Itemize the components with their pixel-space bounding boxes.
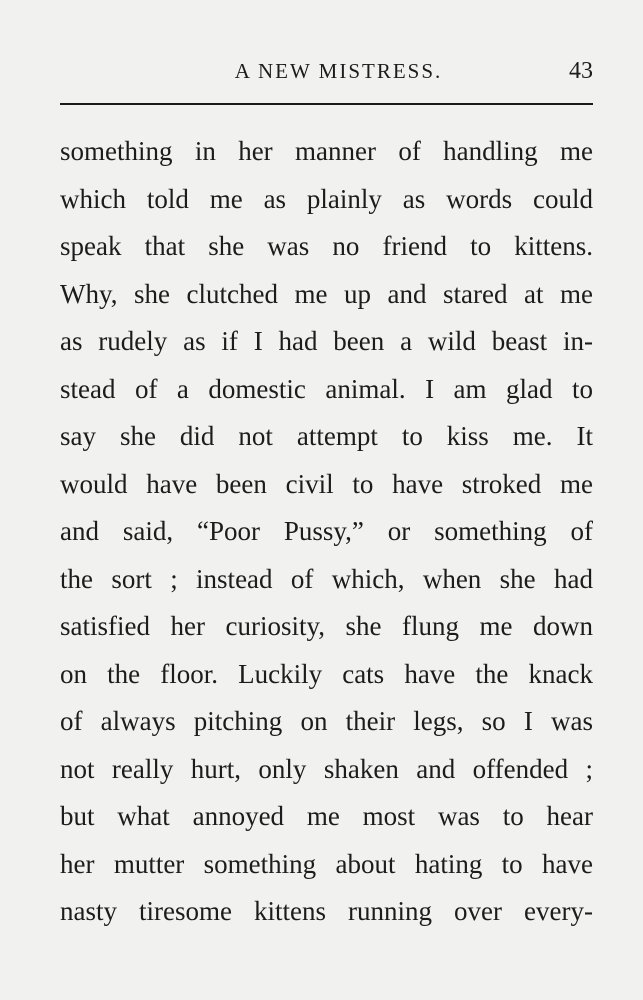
text-line: which told me as plainly as words could — [60, 183, 593, 214]
text-line: satisfied her curiosity, she flung me down — [60, 611, 593, 641]
text-line: but what annoyed me most was to hear — [60, 801, 593, 831]
running-head — [60, 54, 593, 88]
text-line: nasty tiresome kittens running over every- — [60, 896, 593, 926]
text-line: say she did not attempt to kiss me. It — [60, 421, 593, 451]
text-line: Why, she clutched me up and stared at me — [60, 278, 593, 309]
text-line: something in her manner of handling me — [60, 136, 593, 166]
text-line: the sort ; instead of which, when she had — [60, 563, 593, 594]
text-line: as rudely as if I had been a wild beast in- — [60, 326, 593, 356]
chapter-title: A NEW MISTRESS. — [234, 59, 443, 83]
page-number: 43 — [569, 58, 593, 84]
text-line: her mutter something about hating to have — [60, 848, 593, 879]
text-line: of always pitching on their legs, so I was — [60, 706, 593, 736]
body-text — [60, 128, 593, 936]
text-line: speak that she was no friend to kittens. — [60, 231, 593, 261]
text-line: on the floor. Luckily cats have the knack — [60, 658, 593, 689]
header-rule — [60, 103, 593, 105]
text-line: would have been civil to have stroked me — [60, 468, 593, 499]
text-line: and said, “Poor Pussy,” or something of — [60, 516, 593, 546]
text-line: not really hurt, only shaken and offended ; — [60, 753, 593, 784]
text-line: stead of a domestic animal. I am glad to — [60, 373, 593, 404]
